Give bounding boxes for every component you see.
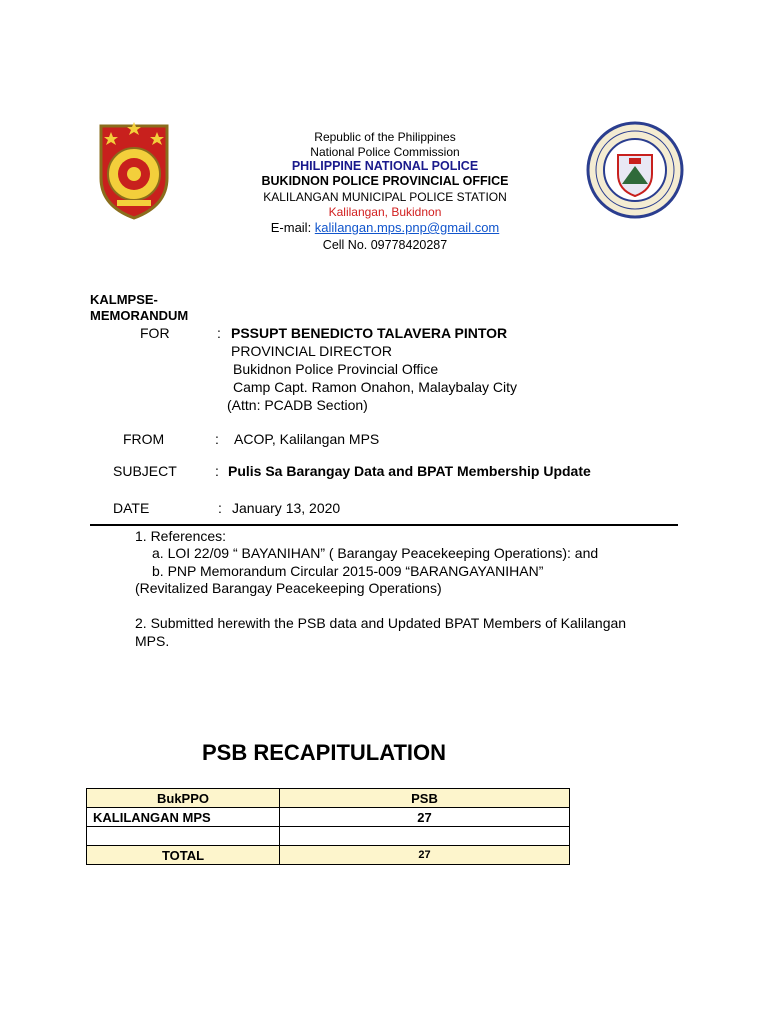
- header-republic: Republic of the Philippines: [314, 130, 456, 144]
- for-office: Bukidnon Police Provincial Office: [233, 361, 439, 377]
- row-psb-cell: [280, 827, 570, 846]
- references-heading: 1. References:: [135, 528, 227, 544]
- date-colon: :: [218, 500, 222, 516]
- reference-a: a. LOI 22/09 “ BAYANIHAN” ( Barangay Peacekeeping Operations): and: [152, 545, 599, 561]
- header-napolcom: National Police Commission: [310, 145, 460, 159]
- paragraph-2-line2: MPS.: [135, 633, 170, 649]
- date-label: DATE: [113, 500, 150, 516]
- date-value: January 13, 2020: [232, 500, 341, 516]
- subject-value: Pulis Sa Barangay Data and BPAT Membership Update: [228, 463, 591, 479]
- total-label-cell: TOTAL: [87, 846, 280, 865]
- header-pnp: PHILIPPINE NATIONAL POLICE: [291, 159, 479, 173]
- for-address: Camp Capt. Ramon Onahon, Malaybalay City: [233, 379, 518, 395]
- from-colon: :: [215, 431, 219, 447]
- row-psb-cell: 27: [280, 808, 570, 827]
- table-header-row: [87, 789, 570, 808]
- email-link[interactable]: kalilangan.mps.pnp@gmail.com: [314, 220, 500, 235]
- for-attn: (Attn: PCADB Section): [227, 397, 368, 413]
- header-email-line: [200, 220, 570, 235]
- row-unit-cell: [87, 827, 280, 846]
- email-label: E-mail:: [270, 220, 315, 235]
- column-header-bukppo: BukPPO: [87, 789, 280, 808]
- header-bukppo: BUKIDNON POLICE PROVINCIAL OFFICE: [261, 174, 509, 188]
- memo-divider: [90, 524, 678, 526]
- subject-colon: :: [215, 463, 219, 479]
- row-unit-cell: KALILANGAN MPS: [87, 808, 280, 827]
- header-location: Kalilangan, Bukidnon: [328, 205, 442, 219]
- from-label: FROM: [123, 431, 165, 447]
- table-row: [87, 808, 570, 827]
- municipal-seal: [585, 118, 685, 222]
- recap-title: PSB RECAPITULATION: [202, 740, 447, 765]
- from-value: ACOP, Kalilangan MPS: [234, 431, 380, 447]
- pnp-logo: [93, 118, 175, 222]
- header-station: KALILANGAN MUNICIPAL POLICE STATION: [263, 190, 507, 204]
- header-cell: Cell No. 09778420287: [322, 238, 448, 252]
- total-value-cell: 27: [280, 846, 570, 865]
- reference-b: b. PNP Memorandum Circular 2015-009 “BARANGAYANIHAN”: [152, 563, 544, 579]
- for-label: FOR: [140, 325, 170, 341]
- for-title: PROVINCIAL DIRECTOR: [231, 343, 393, 359]
- table-row: [87, 827, 570, 846]
- column-header-psb: PSB: [280, 789, 570, 808]
- reference-b-continued: (Revitalized Barangay Peacekeeping Operations): [135, 580, 442, 596]
- for-name: PSSUPT BENEDICTO TALAVERA PINTOR: [231, 325, 508, 341]
- paragraph-2-line1: 2. Submitted herewith the PSB data and Updated BPAT Members of Kalilangan: [135, 615, 627, 631]
- memo-ref-line1: KALMPSE-: [90, 292, 158, 307]
- memo-ref-line2: MEMORANDUM: [90, 308, 189, 323]
- for-colon: :: [217, 325, 221, 341]
- recap-table: [86, 788, 570, 865]
- table-total-row: [87, 846, 570, 865]
- subject-label: SUBJECT: [113, 463, 177, 479]
